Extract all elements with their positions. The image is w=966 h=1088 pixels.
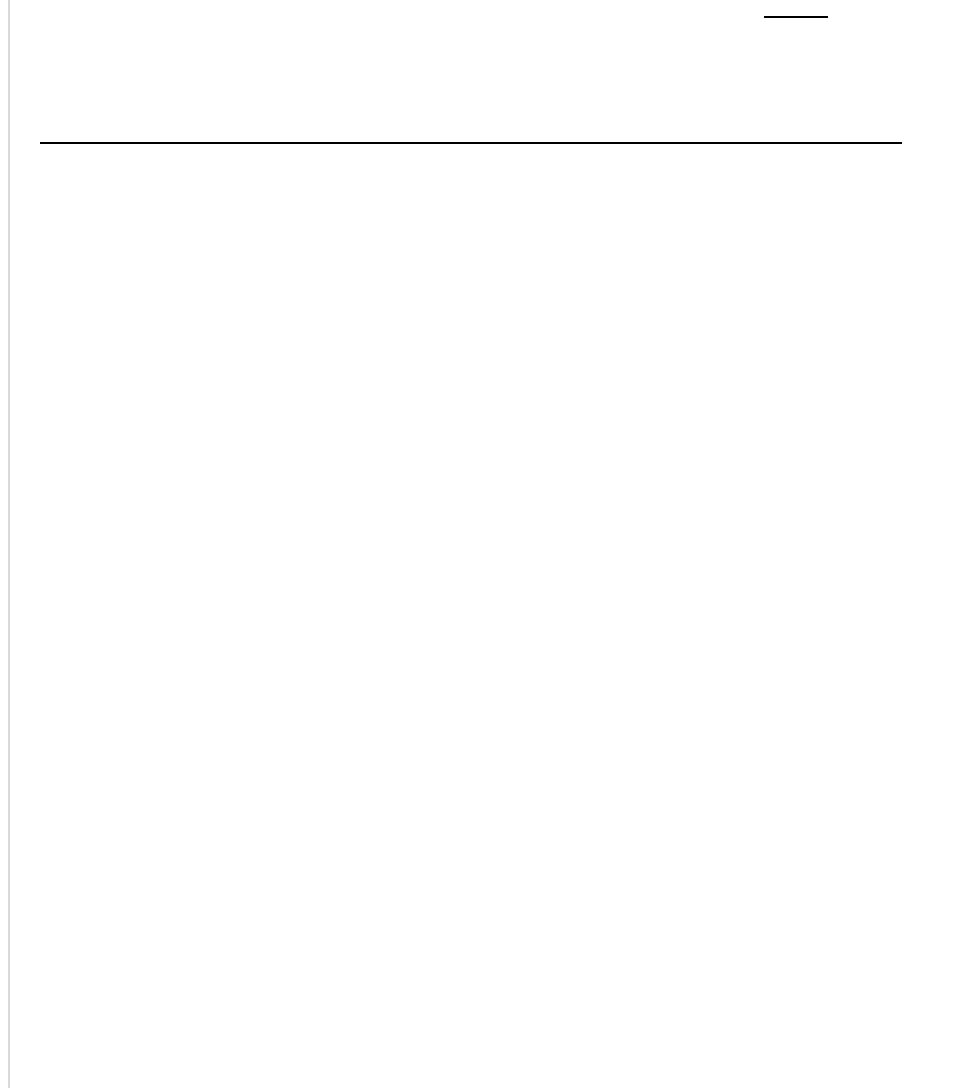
fraction-bar (764, 16, 828, 18)
header-rule (40, 142, 902, 144)
page-frame (8, 0, 966, 1088)
z-formula (762, 16, 830, 20)
